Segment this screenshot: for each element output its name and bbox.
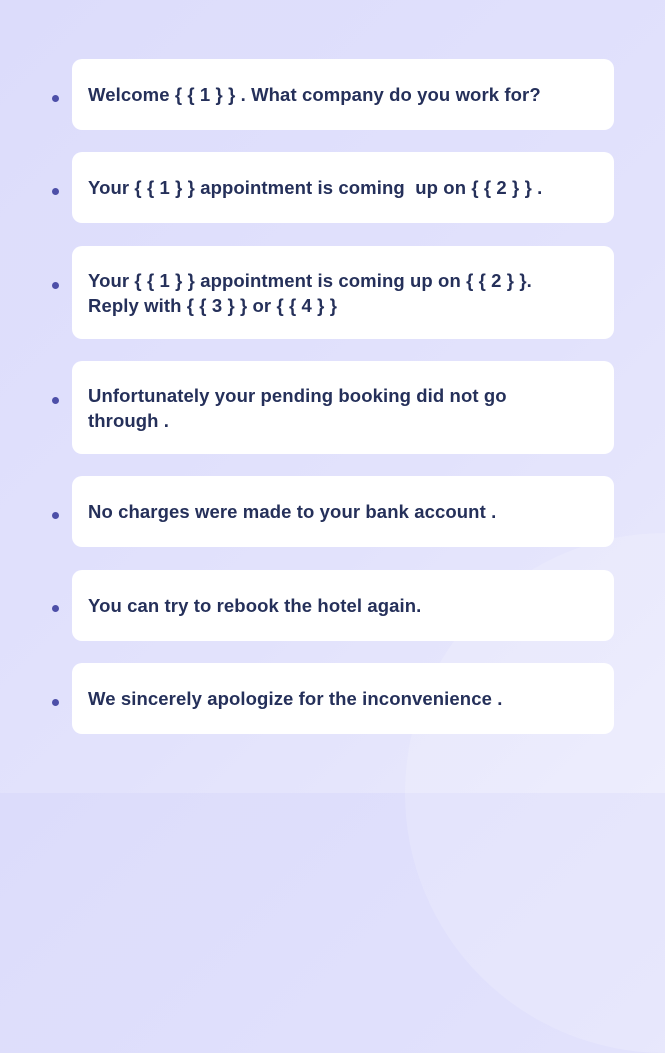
bullet-icon — [52, 95, 59, 102]
bullet-icon — [52, 282, 59, 289]
message-text: We sincerely apologize for the inconvenience . — [88, 688, 503, 709]
message-text: Unfortunately your pending booking did not go through . — [88, 384, 507, 431]
message-text: No charges were made to your bank account . — [88, 501, 497, 522]
message-card[interactable] — [72, 476, 614, 547]
message-card[interactable] — [72, 152, 614, 223]
message-text: Your { { 1 } } appointment is coming up on { { 2 } } . — [88, 177, 543, 198]
message-card[interactable] — [72, 570, 614, 641]
message-card[interactable] — [72, 361, 614, 454]
message-text: Welcome { { 1 } } . What company do you work for? — [88, 84, 541, 105]
message-card[interactable] — [72, 246, 614, 339]
bullet-icon — [52, 397, 59, 404]
bullet-icon — [52, 699, 59, 706]
bullet-icon — [52, 188, 59, 195]
bullet-icon — [52, 512, 59, 519]
message-text: Your { { 1 } } appointment is coming up on { { 2 } }. Reply with { { 3 } } or { { 4 } } — [88, 269, 532, 316]
message-card[interactable] — [72, 59, 614, 130]
message-text: You can try to rebook the hotel again. — [88, 595, 422, 616]
message-card[interactable] — [72, 663, 614, 734]
bullet-icon — [52, 605, 59, 612]
